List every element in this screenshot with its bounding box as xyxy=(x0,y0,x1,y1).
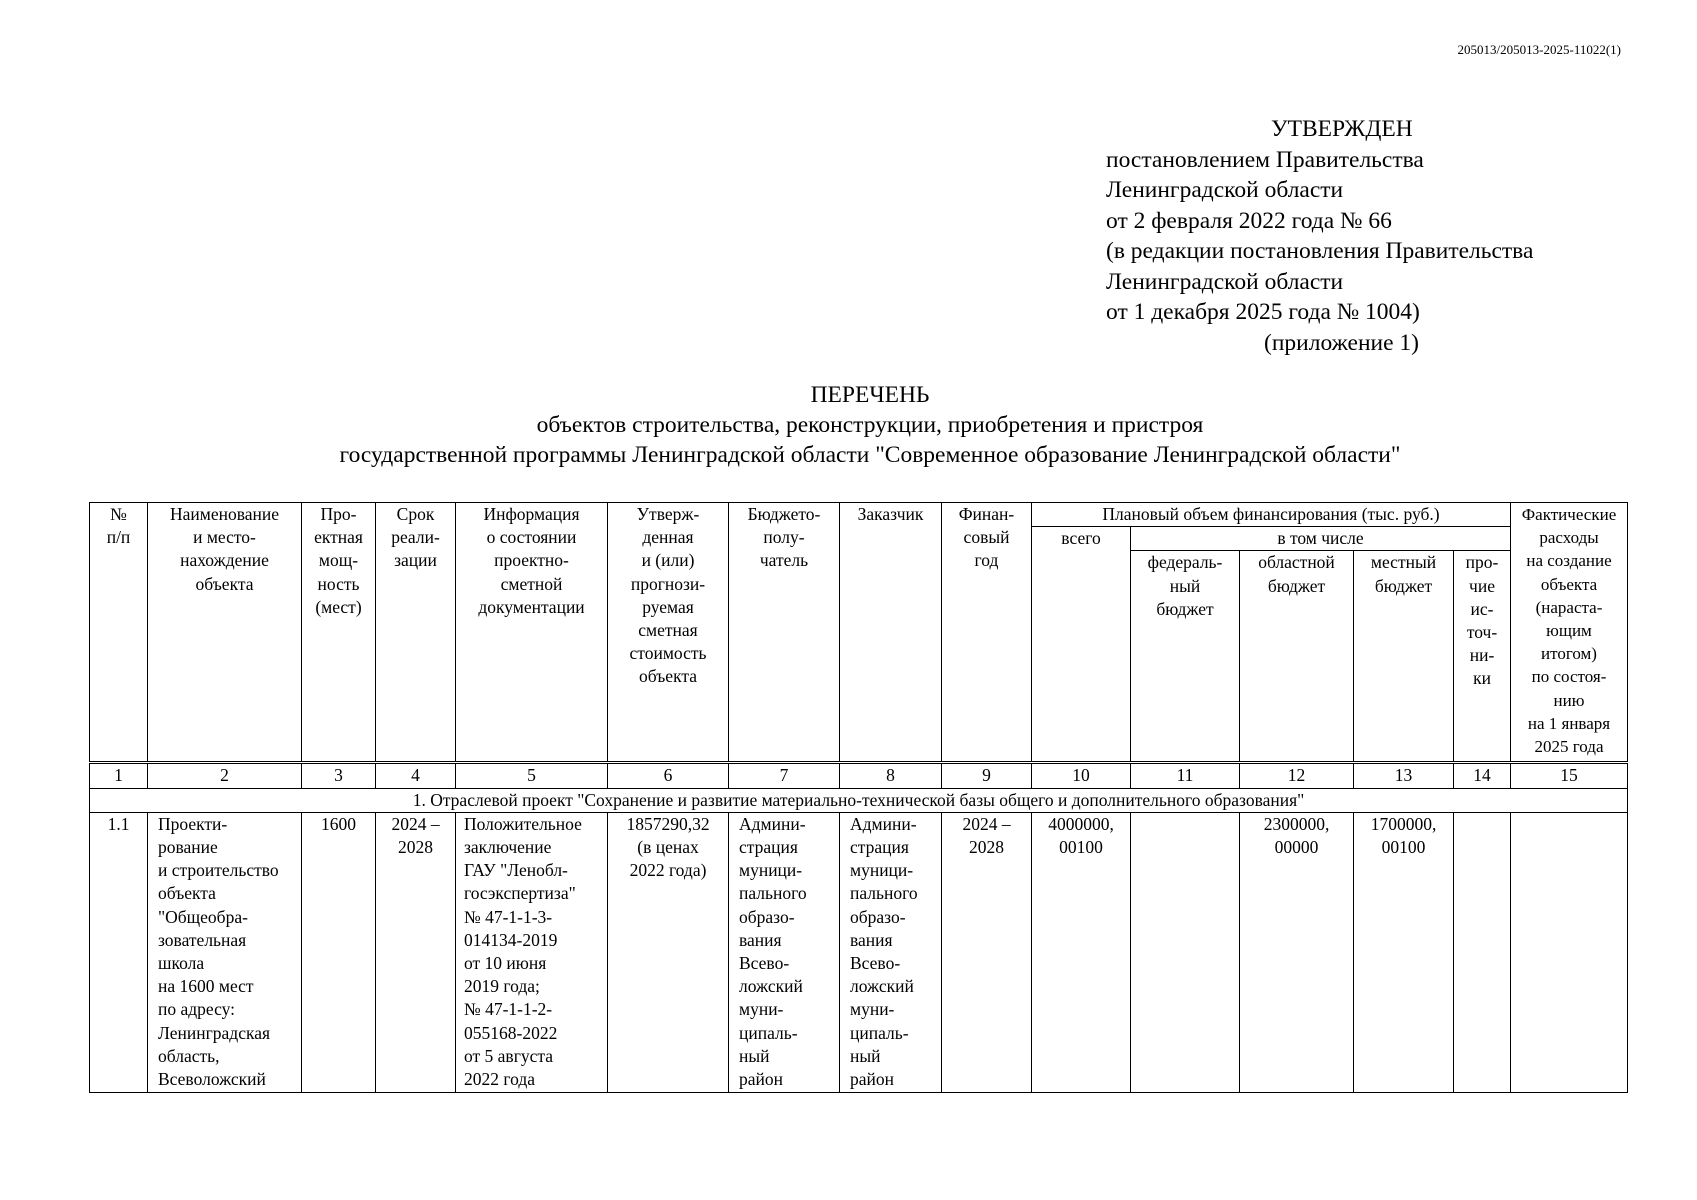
approval-line: от 1 декабря 2025 года № 1004) xyxy=(1106,299,1420,325)
column-number: 11 xyxy=(1131,763,1240,788)
row-customer: Админи- страция муници- пального образо- вания Всево- ложский муни- ципаль- ный район xyxy=(840,812,942,1092)
column-number: 1 xyxy=(90,763,148,788)
objects-table xyxy=(89,502,1628,1093)
header-fin-year: Финан- совый год xyxy=(942,503,1032,763)
column-number: 10 xyxy=(1032,763,1131,788)
section-title: 1. Отраслевой проект "Сохранение и развитие материально-технической базы общего и дополнительного образования" xyxy=(90,788,1628,812)
row-capacity: 1600 xyxy=(302,812,376,1092)
header-regional: областной бюджет xyxy=(1240,551,1354,763)
row-actual xyxy=(1511,812,1628,1092)
column-number: 8 xyxy=(840,763,942,788)
header-local: местный бюджет xyxy=(1354,551,1454,763)
header-row xyxy=(90,503,1628,527)
row-local: 1700000, 00100 xyxy=(1354,812,1454,1092)
approval-line: (в редакции постановления Правительства xyxy=(1106,238,1534,264)
row-total: 4000000, 00100 xyxy=(1032,812,1131,1092)
document-number: 205013/205013-2025-11022(1) xyxy=(1457,42,1621,57)
approval-line: Ленинградской области xyxy=(1106,177,1344,203)
approval-line: постановлением Правительства xyxy=(1106,146,1424,173)
row-period: 2024 – 2028 xyxy=(376,812,456,1092)
row-other xyxy=(1454,812,1511,1092)
column-number: 14 xyxy=(1454,763,1511,788)
row-name: Проекти- рование и строительство объекта "Общеобра- зовательная школа на 1600 мест по адресу: Ленинградская область, Всеволожский xyxy=(148,812,302,1092)
column-numbers-row xyxy=(90,763,1628,788)
header-total: всего xyxy=(1032,527,1131,763)
heading-line: государственной программы Ленинградской области "Современное образование Ленинградской области" xyxy=(339,442,1401,468)
column-number: 9 xyxy=(942,763,1032,788)
header-planned: Плановый объем финансирования (тыс. руб.) xyxy=(1032,503,1511,527)
column-number: 5 xyxy=(456,763,608,788)
column-number: 6 xyxy=(608,763,729,788)
header-capacity: Про- ектная мощ- ность (мест) xyxy=(302,503,376,763)
row-num: 1.1 xyxy=(90,812,148,1092)
row-federal xyxy=(1131,812,1240,1092)
document-heading xyxy=(0,380,1697,470)
header-period: Срок реали- зации xyxy=(376,503,456,763)
approval-title: УТВЕРЖДЕН xyxy=(1271,116,1413,142)
column-number: 2 xyxy=(148,763,302,788)
column-number: 4 xyxy=(376,763,456,788)
header-recipient: Бюджето- полу- чатель xyxy=(729,503,840,763)
row-regional: 2300000, 00000 xyxy=(1240,812,1354,1092)
column-number: 12 xyxy=(1240,763,1354,788)
header-customer: Заказчик xyxy=(840,503,942,763)
row-recipient: Админи- страция муници- пального образо- вания Всево- ложский муни- ципаль- ный район xyxy=(729,812,840,1092)
heading-line: объектов строительства, реконструкции, приобретения и пристроя xyxy=(536,412,1204,438)
section-row xyxy=(90,788,1628,812)
header-doc-info: Информация о состоянии проектно- сметной документации xyxy=(456,503,608,763)
header-num: № п/п xyxy=(90,503,148,763)
column-number: 3 xyxy=(302,763,376,788)
header-other: про- чие ис- точ- ни- ки xyxy=(1454,551,1511,763)
header-name: Наименование и место- нахождение объекта xyxy=(148,503,302,763)
header-including: в том числе xyxy=(1131,527,1511,551)
row-cost: 1857290,32 (в ценах 2022 года) xyxy=(608,812,729,1092)
row-fin-year: 2024 – 2028 xyxy=(942,812,1032,1092)
heading-title: ПЕРЕЧЕНЬ xyxy=(810,382,930,408)
header-actual: Фактические расходы на создание объекта (нараста- ющим итогом) по состоя- нию на 1 января 2025 года xyxy=(1511,503,1628,763)
column-number: 15 xyxy=(1511,763,1628,788)
column-number: 13 xyxy=(1354,763,1454,788)
table-row xyxy=(90,812,1628,1092)
header-federal: федераль- ный бюджет xyxy=(1131,551,1240,763)
approval-line: Ленинградской области xyxy=(1106,268,1344,295)
header-cost: Утверж- денная и (или) прогнози- руемая сметная стоимость объекта xyxy=(608,503,729,763)
approval-line: от 2 февраля 2022 года № 66 xyxy=(1106,207,1392,234)
approval-appendix: (приложение 1) xyxy=(1264,329,1420,356)
row-doc-info: Положительное заключение ГАУ "Ленобл- госэкспертиза" № 47-1-1-3- 014134-2019 от 10 июня 2019 года; № 47-1-1-2- 055168-2022 от 5 августа 2022 года xyxy=(456,812,608,1092)
column-number: 7 xyxy=(729,763,840,788)
approval-block xyxy=(1106,114,1533,358)
